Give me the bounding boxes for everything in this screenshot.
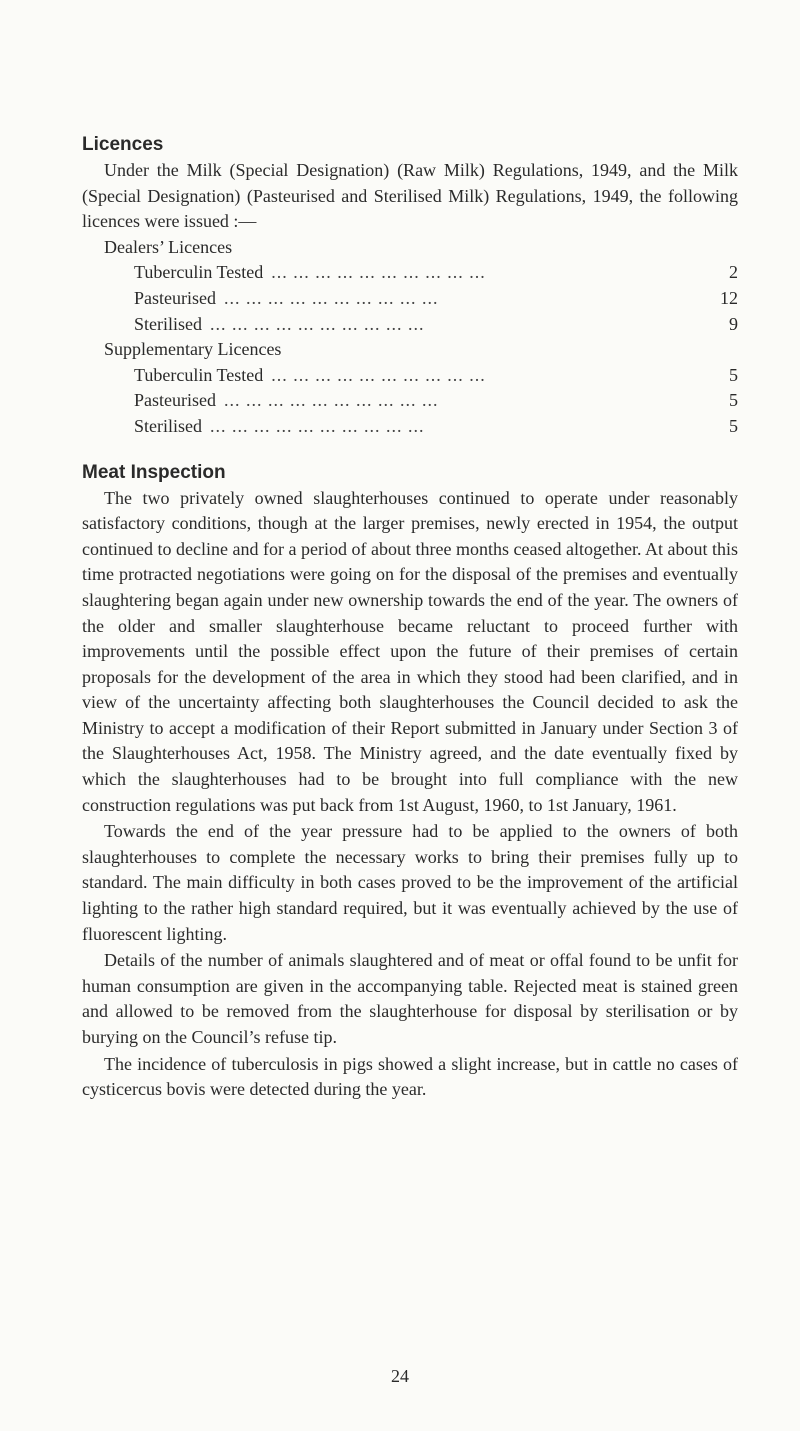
licence-row [82, 414, 738, 440]
licences-heading: Licences [82, 134, 164, 155]
licence-count: 9 [729, 313, 738, 334]
licence-row [82, 286, 738, 312]
licence-label: Sterilised [134, 415, 202, 436]
body-paragraph: Towards the end of the year pressure had to be applied to the owners of both slaughterhouses to complete the necessary works to bring their premises fully up to standard. The main difficulty in both cases proved to be the improvement of the artificial lighting to the rather high standard required, but it was eventually achieved by the use of fluorescent lighting. [82, 821, 738, 944]
licence-count: 5 [729, 364, 738, 385]
body-paragraph: Details of the number of animals slaughtered and of meat or offal found to be unfit for human consumption are given in the accompanying table. Rejected meat is stained green and allowed to be removed from the slaughterhouse for disposal by sterilisation or by burying on the Council’s refuse tip. [82, 950, 738, 1047]
licence-label: Pasteurised [134, 287, 216, 308]
licence-label: Pasteurised [134, 390, 216, 411]
licence-group-title: Supplementary Licences [104, 339, 282, 360]
page-number: 24 [391, 1366, 409, 1386]
body-paragraph: The two privately owned slaughterhouses continued to operate under reasonably satisfactory conditions, though at the larger premises, newly erected in 1954, the output continued to decline and for a period of about three months ceased altogether. At about this time protracted negotiations were going on for the disposal of the premises and eventually slaughtering began again under new ownership towards the end of the year. The owners of the older and smaller slaughterhouse became reluctant to proceed further with improvements until the possible effect upon the future of their premises of certain proposals for the development of the area in which they stood had been clarified, and in view of the uncertainty affecting both slaughterhouses the Council decided to ask the Ministry to accept a modification of their Report submitted in January under Section 3 of the Slaughterhouses Act, 1958. The Ministry agreed, and the date eventually fixed by which the slaughterhouses had to be brought into full compliance with the new construction regulations was put back from 1st August, 1960, to 1st January, 1961. [82, 487, 738, 815]
leader-dots: ... ... ... ... ... ... ... ... ... ... [223, 287, 439, 308]
licence-row [82, 363, 738, 389]
meat-inspection-section [82, 460, 738, 1103]
meat-inspection-heading: Meat Inspection [82, 461, 226, 483]
licences-list [82, 235, 738, 440]
body-paragraph: The incidence of tuberculosis in pigs showed a slight increase, but in cattle no cases of cysticercus bovis were detected during the year. [82, 1053, 738, 1100]
licence-label: Sterilised [134, 313, 202, 334]
licence-label: Tuberculin Tested [134, 364, 264, 385]
licence-count: 5 [729, 390, 738, 411]
licence-count: 5 [729, 415, 738, 436]
leader-dots: ... ... ... ... ... ... ... ... ... ... [271, 364, 486, 385]
page-content [82, 132, 738, 1103]
licence-row [82, 312, 738, 338]
licences-intro: Under the Milk (Special Designation) (Raw Milk) Regulations, 1949, and the Milk (Special Designation) (Pasteurised and Sterilised Milk) Regulations, 1949, the following licences were issued :— [82, 160, 738, 232]
licence-row [82, 388, 738, 414]
licence-count: 2 [729, 262, 738, 283]
leader-dots: ... ... ... ... ... ... ... ... ... ... [223, 390, 439, 411]
licence-count: 12 [720, 287, 738, 308]
leader-dots: ... ... ... ... ... ... ... ... ... ... [271, 262, 486, 283]
licence-label: Tuberculin Tested [134, 262, 264, 283]
licence-row [82, 260, 738, 286]
leader-dots: ... ... ... ... ... ... ... ... ... ... [210, 313, 425, 334]
licence-group-title: Dealers’ Licences [104, 236, 233, 257]
leader-dots: ... ... ... ... ... ... ... ... ... ... [210, 415, 425, 436]
